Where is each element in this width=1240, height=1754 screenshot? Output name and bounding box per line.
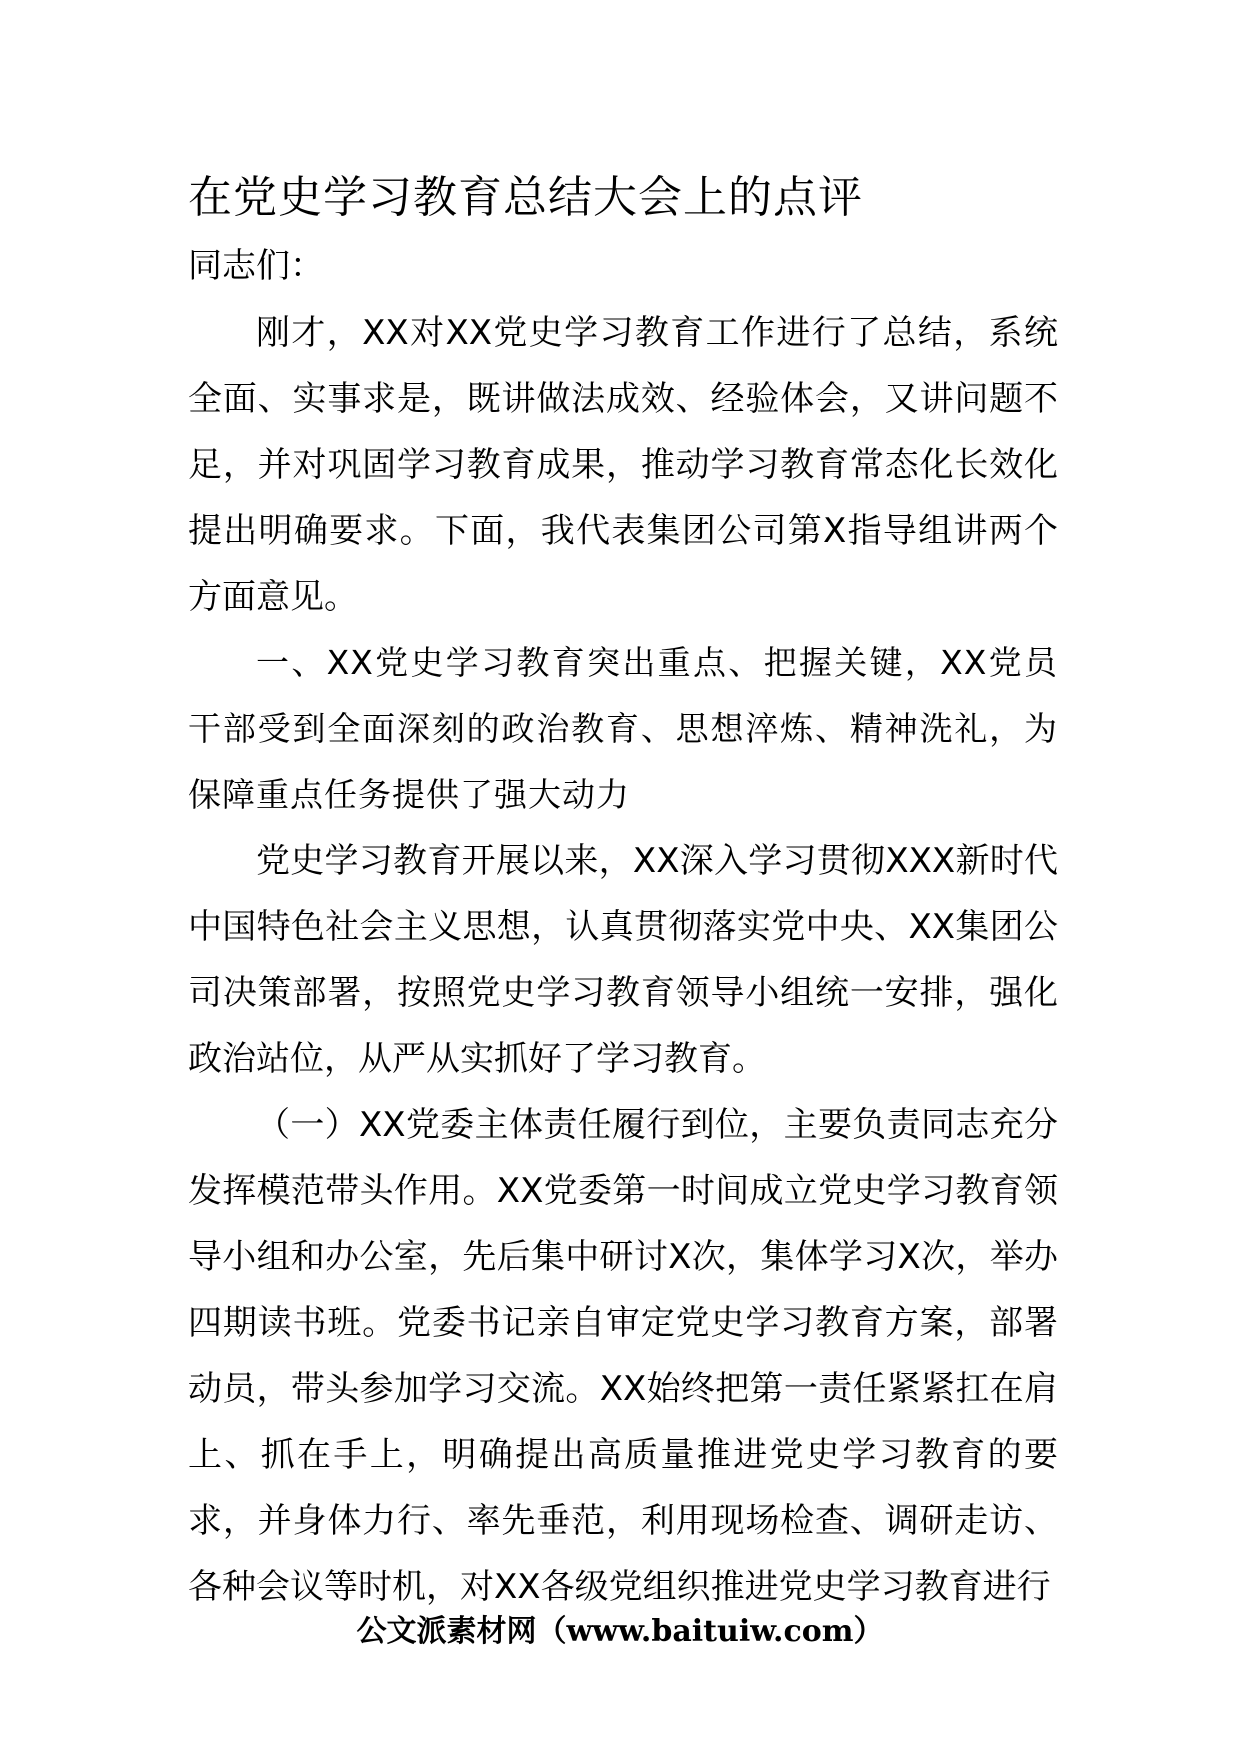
greeting-line: 同志们：	[188, 246, 324, 286]
document-title: 在党史学习教育总结大会上的点评	[188, 172, 863, 223]
footer-watermark: 公文派素材网（www.baituiw.com）	[356, 1614, 884, 1649]
paragraph-intro: 刚才，XX对XX党史学习教育工作进行了总结，系统全面、实事求是，既讲做法成效、经验体会，又讲问题不足，并对巩固学习教育成果，推动学习教育常态化长效化提出明确要求。下面，我代表集团公司第X指导组讲两个方面意见。	[188, 313, 1058, 617]
paragraph-overview: 党史学习教育开展以来，XX深入学习贯彻XXX新时代中国特色社会主义思想，认真贯彻落实党中央、XX集团公司决策部署，按照党史学习教育领导小组统一安排，强化政治站位，从严从实抓好了学习教育。	[188, 841, 1058, 1079]
section-heading-1: 一、XX党史学习教育突出重点、把握关键，XX党员干部受到全面深刻的政治教育、思想淬炼、精神洗礼，为保障重点任务提供了强大动力	[188, 643, 1058, 814]
document-body	[188, 300, 1058, 1620]
paragraph-subsection-1: （一）XX党委主体责任履行到位，主要负责同志充分发挥模范带头作用。XX党委第一时间成立党史学习教育领导小组和办公室，先后集中研讨X次，集体学习X次，举办四期读书班。党委书记亲自审定党史学习教育方案，部署动员，带头参加学习交流。XX始终把第一责任紧紧扛在肩上、抓在手上，明确提出高质量推进党史学习教育的要求，并身体力行、率先垂范，利用现场检查、调研走访、各种会议等时机，对XX各级党组织推进党史学习教育进行	[188, 1105, 1058, 1607]
